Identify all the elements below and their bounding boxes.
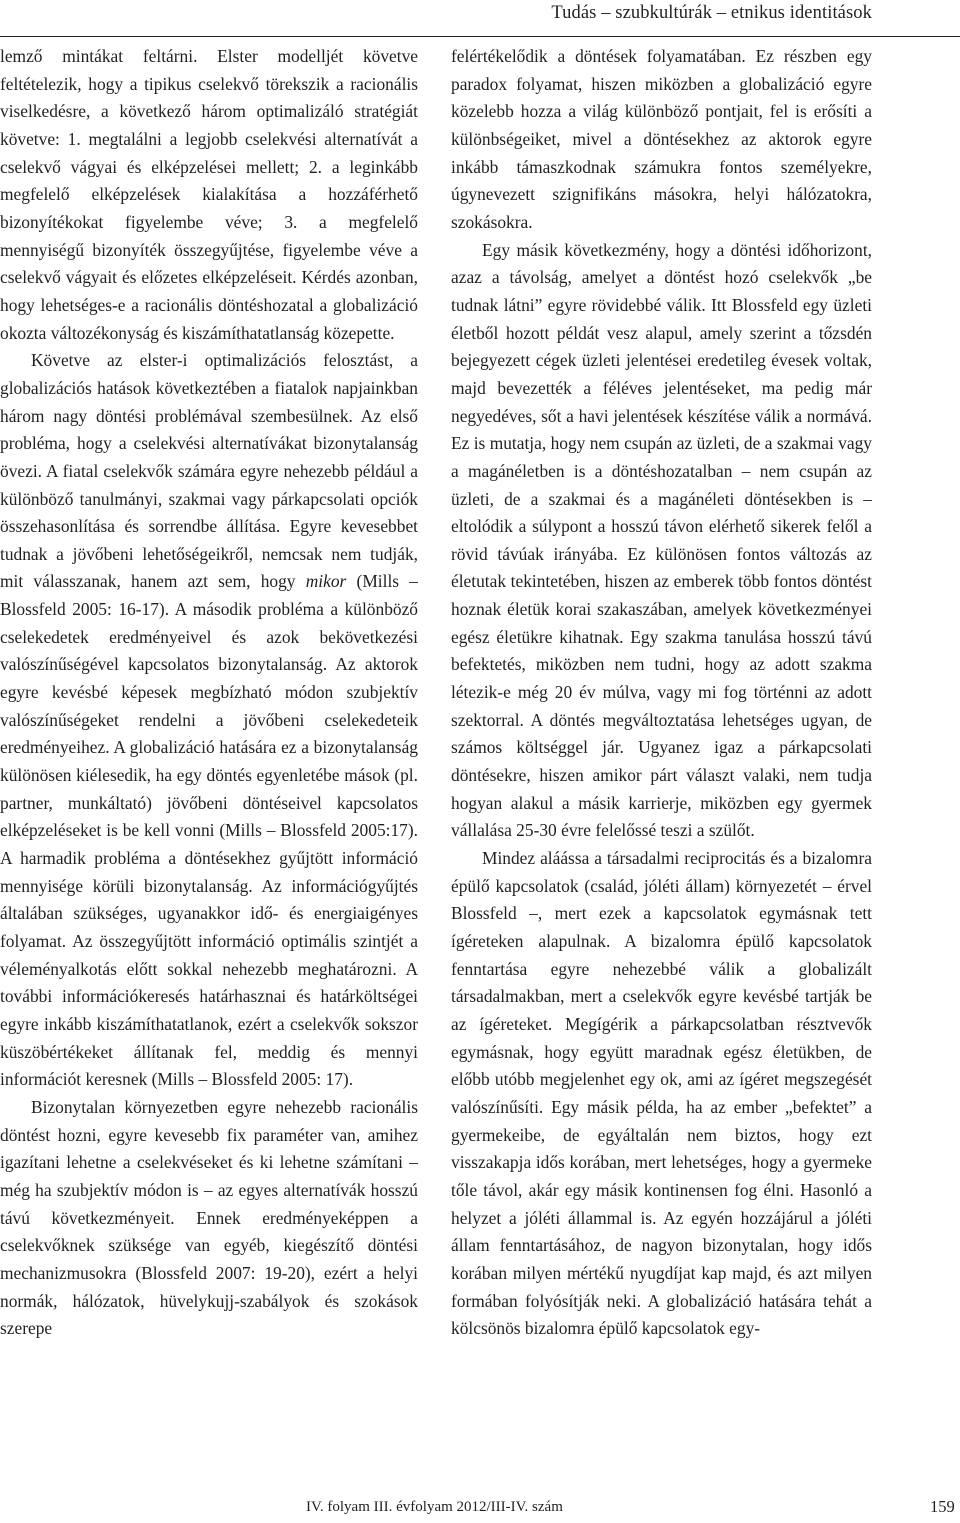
right-paragraph-3: Mindez aláássa a társadalmi reciprocitás és a bizalomra épülő kapcsolatok (család, jóléti állam) környezetét – érvel Blossfeld –, mert ezek a kapcsolatok egymásnak tett ígéreteken alapulnak. A bizalomra épülő kapcsolatok fenntartása egyre nehezebbé válik a globalizált társadalmakban, mert a cselekvők egyre kevésbé tartják be az ígéreteket. Megígérik a párkapcsolatban résztvevők egymásnak, hogy együtt maradnak egész életükben, de előbb utóbb megjelenhet egy ok, ami az ígéret megszegését valószínűsíti. Egy másik példa, ha az ember „befektet” a gyermekeibe, de egyáltalán nem biztos, hogy ezt visszakapja idős korában, mert lehetséges, hogy a gyermeke tőle távol, akár egy másik kontinensen fog élni. Hasonló a helyzet a jóléti állammal is. Az egyén hozzájárul a jóléti állam fenntartásához, de nagyon bizonytalan, hogy idős korában milyen mértékű nyugdíjat kap majd, és azt milyen formában folyósítják neki. A globalizáció hatására tehát a kölcsönös bizalomra épülő kapcsolatok egy- — [451, 848, 872, 1339]
left-paragraph-2-part-1: Követve az elster-i optimalizációs felosztást, a globalizációs hatások következtében a fiatalok napjainkban három nagy döntési problémával szembesülnek. Az első probléma, hogy a cselekvési alternatívákat bizonytalanság övezi. A fiatal cselekvők számára egyre nehezebb például a különböző tanulmányi, szakmai vagy párkapcsolati opciók összehasonlítása és sorrendbe állítása. Egyre kevesebbet tudnak a jövőbeni lehetőségeikről, nemcsak nem tudják, mit válasszanak, hanem azt sem, hogy — [0, 350, 418, 592]
footer-issue-info: IV. folyam III. évfolyam 2012/III-IV. szám — [306, 1499, 563, 1515]
header-rule — [0, 36, 960, 37]
right-paragraph-2: Egy másik következmény, hogy a döntési időhorizont, azaz a távolság, amelyet a döntést hozó cselekvők „be tudnak látni” egyre rövidebbé válik. Itt Blossfeld egy üzleti életből hozott példát vesz alapul, amely szerint a tőzsdén bejegyezett cégek üzleti jelentései eredetileg évesek voltak, majd bevezették a féléves jelentéseket, ma pedig már negyedéves, sőt a havi jelentések készítése válik a normává. Ez is mutatja, hogy nem csupán az üzleti, de a szakmai vagy a magánéletben is a döntéshozatalban – nem csupán az üzleti, de a szakmai és a magánéleti döntésekben is – eltolódik a súlypont a hosszú távon elérhető sikerek felől a rövid távúak irányába. Ez különösen fontos változás az életutak tekintetében, hiszen az emberek több fontos döntést hoznak életük korai szakaszában, amelyek következményei egész életükre kihatnak. Egy szakma tanulása hosszú távú befektetés, miközben nem tudni, hogy az adott szakma létezik-e még 20 év múlva, vagy mi fog történni az adott szektorral. A döntés megváltoztatása lehetséges ugyan, de számos költséggel jár. Ugyanez igaz a párkapcsolati döntésekre, hiszen amikor párt választ valaki, nem tudja hogyan alakul a másik karrierje, miközben egy gyermek vállalása 25-30 évre felelőssé teszi a szülőt. — [451, 239, 872, 841]
left-paragraph-2-part-2: (Mills – Blossfeld 2005: 16-17). A második probléma a különböző cselekedetek eredményeivel és azok bekövetkezési valószínűségével kapcsolatos bizonytalanság. Az aktorok egyre kevésbé képesek megbízható módon szubjektív valószínűségeket rendelni a jövőbeni cselekedeteik eredményeihez. A globalizáció hatására ez a bizonytalanság különösen kiélesedik, ha egy döntés egyenletébe mások (pl. partner, munkáltató) jövőbeni döntéseivel kapcsolatos elképzeléseket is be kell vonni (Mills – Blossfeld 2005:17). A harmadik probléma a döntésekhez gyűjtött információ mennyisége körüli bizonytalanság. Az információgyűjtés általában szükséges, ugyanakkor idő- és energiaigényes folyamat. Az összegyűjtött információ optimális szintjét a véleményalkotás előtt sokkal nehezebb meghatározni. A további információkeresés határhasznai és határköltségei egyre inkább kiszámíthatatlanok, ezért a cselekvők sokszor küszöbértékeket állítanak fel, meddig és mennyi információt keresnek (Mills – Blossfeld 2005: 17). — [0, 571, 418, 1090]
running-head-title: Tudás – szubkultúrák – etnikus identitások — [551, 3, 872, 23]
right-paragraph-1: felértékelődik a döntések folyamatában. Ez részben egy paradox folyamat, hiszen miközben a globalizáció egyre közelebb hozza a világ különböző pontjait, fel is erősíti a különbségeiket, mivel a döntésekhez az aktorok egyre inkább támaszkodnak számukra fontos személyekre, úgynevezett szignifikáns másokra, helyi hálózatokra, szokásokra. — [451, 46, 872, 232]
page-number: 159 — [930, 1497, 955, 1516]
right-text-column — [451, 43, 872, 1343]
left-paragraph-2 — [0, 347, 418, 1094]
left-paragraph-1: lemző mintákat feltárni. Elster modelljét követve feltételezik, hogy a tipikus cselekvő törekszik a racionális viselkedésre, a következő három optimalizáló stratégiát követve: 1. megtalálni a legjobb cselekvési alternatívát a cselekvő vágyai és elképzelései mellett; 2. a leginkább megfelelő elképzelések kialakítása a hozzáférhető bizonyítékokat figyelembe véve; 3. a megfelelő mennyiségű bizonyíték összegyűjtése, figyelembe véve a cselekvő vágyait és előzetes elképzeléseit. Kérdés azonban, hogy lehetséges-e a racionális döntéshozatal a globalizáció okozta változékonyság és kiszámíthatatlanság közepette. — [0, 46, 418, 343]
left-paragraph-3: Bizonytalan környezetben egyre nehezebb racionális döntést hozni, egyre kevesebb fix paraméter van, amihez igazítani lehetne a cselekvéseket és ki lehetne számítani – még ha szubjektív módon is – az egyes alternatívák hosszú távú következményeit. Ennek eredményeképpen a cselekvőknek szüksége van egyéb, kiegészítő döntési mechanizmusokra (Blossfeld 2007: 19-20), ezért a helyi normák, hálózatok, hüvelykujj-szabályok és szokások szerepe — [0, 1096, 418, 1339]
left-paragraph-2-italic: mikor — [305, 571, 347, 592]
left-text-column — [0, 43, 418, 1343]
